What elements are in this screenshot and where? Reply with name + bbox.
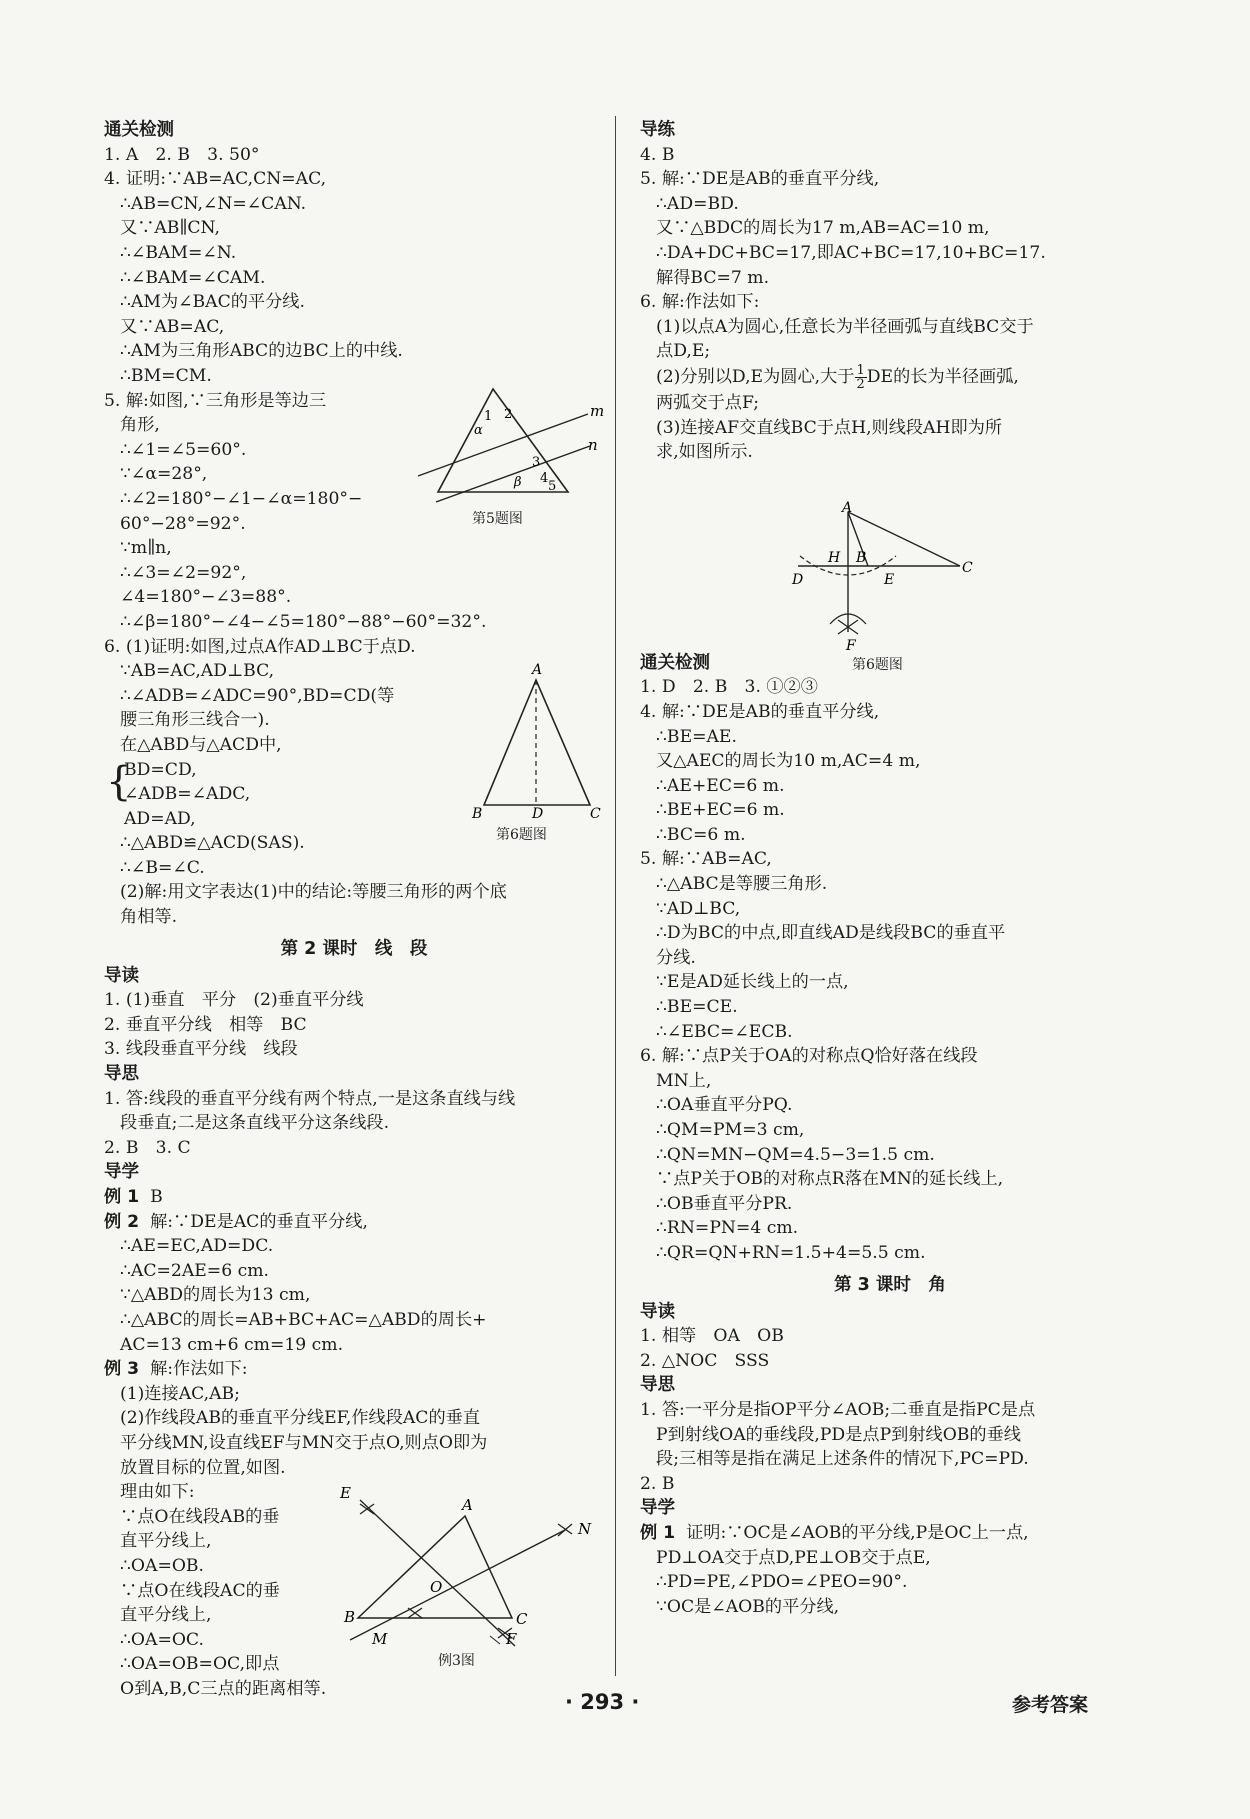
question-6-conclusion bbox=[104, 831, 604, 929]
text-line: (3)连接AF交直线BC于点H,则线段AH即为所 bbox=[656, 417, 1003, 438]
text-line: ∴∠β=180°−∠4−∠5=180°−88°−60°=32°. bbox=[120, 611, 487, 632]
text-line: 放置目标的位置,如图. bbox=[120, 1457, 286, 1478]
text-line: ∴AE=EC,AD=DC. bbox=[120, 1236, 274, 1257]
example-2-lines bbox=[104, 1234, 604, 1357]
text-line: AD=AD, bbox=[124, 808, 196, 829]
text-line: (2)解:用文字表达(1)中的结论:等腰三角形的两个底 bbox=[120, 882, 507, 903]
example-3-first: 例 3 解:作法如下: bbox=[104, 1359, 248, 1380]
text-line: ∴BE=AE. bbox=[656, 726, 737, 747]
heading-daoxue: 导学 bbox=[104, 1162, 139, 1183]
q6-step2: (2)分别以D,E为圆心,大于 $\frac{1}{2}$ DE的长为半径画弧, bbox=[656, 362, 1019, 392]
text-line: 3. 线段垂直平分线 线段 bbox=[104, 1039, 298, 1060]
text-line: 角形, bbox=[120, 415, 160, 436]
fig6-label-B: B bbox=[472, 806, 483, 822]
text-line: BD=CD, bbox=[124, 759, 197, 780]
text-line: ∴DA+DC+BC=17,即AC+BC=17,10+BC=17. bbox=[656, 242, 1046, 263]
text-line: ∴OB垂直平分PR. bbox=[656, 1193, 793, 1214]
text-line: ∵AB=AC,AD⊥BC, bbox=[120, 661, 275, 682]
column-divider bbox=[615, 116, 616, 1676]
text-line: ∵∠α=28°, bbox=[120, 464, 208, 485]
answer-block-a bbox=[104, 143, 604, 389]
example-1-right: 例 1 证明:∵OC是∠AOB的平分线,P是OC上一点, bbox=[640, 1522, 1029, 1543]
text-line: PD⊥OA交于点D,PE⊥OB交于点E, bbox=[656, 1547, 931, 1568]
text-line: ∴△ABD≌△ACD(SAS). bbox=[120, 833, 305, 854]
text-line: 又△AEC的周长为10 m,AC=4 m, bbox=[656, 751, 921, 772]
fig5-label-3: 3 bbox=[532, 455, 541, 470]
text-line: ∴△ABC的周长=AB+BC+AC=△ABD的周长+ bbox=[120, 1309, 487, 1330]
text-line: 平分线MN,设直线EF与MN交于点O,则点O即为 bbox=[120, 1432, 488, 1453]
text-line: ∵m∥n, bbox=[120, 538, 172, 559]
daosi-answers bbox=[104, 1087, 604, 1161]
text-line: 6. 解:∵点P关于OA的对称点Q恰好落在线段 bbox=[640, 1046, 978, 1067]
text-line: ∴QR=QN+RN=1.5+4=5.5 cm. bbox=[656, 1242, 926, 1263]
text-line: ∴∠EBC=∠ECB. bbox=[656, 1021, 793, 1042]
text-line: 段垂直;二是这条直线平分这条线段. bbox=[120, 1113, 390, 1134]
text-line: ∴∠3=∠2=92°, bbox=[120, 562, 247, 583]
text-line: ∵OC是∠AOB的平分线, bbox=[656, 1596, 840, 1617]
example-1: 例 1 B bbox=[104, 1187, 163, 1207]
text-line: ∴∠BAM=∠CAM. bbox=[120, 267, 266, 288]
lesson-3-title: 第 3 课时 角 bbox=[834, 1274, 946, 1295]
heading-daosi: 导思 bbox=[104, 1064, 139, 1085]
text-line: 5. 解:∵DE是AB的垂直平分线, bbox=[640, 169, 880, 190]
fraction-half: $\frac{1}{2}$ bbox=[856, 362, 865, 392]
fig5-label-n: n bbox=[588, 436, 598, 454]
text-line: 4. B bbox=[640, 144, 675, 165]
text-line: MN上, bbox=[656, 1070, 712, 1091]
tongguan-answers-right bbox=[640, 675, 1140, 1265]
text-line: 在△ABD与△ACD中, bbox=[120, 734, 282, 755]
text-line: 5. 解:如图,∵三角形是等边三 bbox=[104, 390, 327, 411]
daodu-answers-right bbox=[640, 1324, 1140, 1373]
text-line: 又∵AB=AC, bbox=[120, 316, 225, 337]
text-line: ∴BE=CE. bbox=[656, 997, 738, 1018]
figure-example3 bbox=[330, 1478, 610, 1648]
heading-daodu: 导读 bbox=[104, 965, 139, 986]
fig6-label-D: D bbox=[532, 806, 544, 822]
rfig6-label-H: H bbox=[828, 550, 841, 566]
fig5-label-beta: β bbox=[514, 475, 522, 490]
text-line: 1. 相等 OA OB bbox=[640, 1326, 784, 1347]
ex3-label-C: C bbox=[516, 1610, 528, 1628]
text-line: 分线. bbox=[656, 947, 696, 968]
text-line: 5. 解:∵AB=AC, bbox=[640, 849, 772, 870]
fig6-label-A: A bbox=[532, 662, 543, 678]
text-line: ∵△ABD的周长为13 cm, bbox=[120, 1285, 311, 1306]
text-line: 理由如下: bbox=[120, 1482, 195, 1503]
fig5-label-m: m bbox=[590, 402, 605, 420]
text-line: 1. A 2. B 3. 50° bbox=[104, 144, 260, 165]
text-line: 1. D 2. B 3. ①②③ bbox=[640, 677, 818, 698]
figure-q5-caption: 第5题图 bbox=[472, 511, 523, 527]
text-line: ∴BM=CM. bbox=[120, 365, 212, 386]
text-line: ∴AM为三角形ABC的边BC上的中线. bbox=[120, 341, 403, 362]
text-line: ∵点P关于OB的对称点R落在MN的延长线上, bbox=[656, 1169, 1004, 1190]
rfig6-label-B: B bbox=[856, 550, 867, 566]
text-line: 求,如图所示. bbox=[656, 442, 753, 463]
text-line: ∠4=180°−∠3=88°. bbox=[120, 587, 292, 608]
ex3-label-A: A bbox=[462, 1496, 473, 1514]
left-column bbox=[104, 118, 604, 1701]
figure-q6-right-caption: 第6题图 bbox=[852, 657, 903, 673]
text-line: 直平分线上, bbox=[120, 1605, 212, 1626]
text-line: ∴AB=CN,∠N=∠CAN. bbox=[120, 193, 307, 214]
daodu-answers bbox=[104, 988, 604, 1062]
figure-example3-caption: 例3图 bbox=[438, 1653, 475, 1669]
text-line: ∴OA=OC. bbox=[120, 1629, 204, 1650]
text-line: ∵点O在线段AC的垂 bbox=[120, 1580, 280, 1601]
text-line: ∴RN=PN=4 cm. bbox=[656, 1218, 799, 1239]
text-line: ∴∠BAM=∠N. bbox=[120, 242, 237, 263]
figure-q6-construction bbox=[790, 500, 980, 654]
text-line: 6. 解:作法如下: bbox=[640, 292, 760, 313]
text-line: 4. 解:∵DE是AB的垂直平分线, bbox=[640, 701, 880, 722]
right-column bbox=[640, 118, 1140, 1619]
rfig6-label-F: F bbox=[846, 638, 856, 654]
text-line: 1. 答:线段的垂直平分线有两个特点,一是这条直线与线 bbox=[104, 1088, 516, 1109]
text-line: ∴AC=2AE=6 cm. bbox=[120, 1260, 269, 1281]
ex3-label-M: M bbox=[372, 1630, 388, 1648]
ex3-label-O: O bbox=[430, 1578, 443, 1596]
rfig6-label-E: E bbox=[884, 572, 895, 588]
text-line: 两弧交于点F; bbox=[656, 392, 760, 413]
ex3-label-F: F bbox=[506, 1630, 517, 1648]
text-line: ∴∠2=180°−∠1−∠α=180°− bbox=[120, 488, 363, 509]
left-brace: { bbox=[106, 758, 132, 805]
text-line: 2. 垂直平分线 相等 BC bbox=[104, 1014, 307, 1035]
daolian-answers bbox=[640, 143, 1140, 364]
heading-daolian: 导练 bbox=[640, 120, 675, 140]
fig5-label-2: 2 bbox=[504, 407, 513, 422]
text-line: 角相等. bbox=[120, 907, 178, 928]
heading-tongguan-right: 通关检测 bbox=[640, 652, 710, 673]
text-line: (2)作线段AB的垂直平分线EF,作线段AC的垂直 bbox=[120, 1408, 481, 1429]
page-number: · 293 · bbox=[565, 1690, 640, 1714]
figure-q5-triangle bbox=[418, 384, 605, 504]
text-line: 4. 证明:∵AB=AC,CN=AC, bbox=[104, 169, 327, 190]
text-line: (1)以点A为圆心,任意长为半径画弧与直线BC交于 bbox=[656, 316, 1034, 337]
rfig6-label-D: D bbox=[792, 572, 804, 588]
text-line: 直平分线上, bbox=[120, 1531, 212, 1552]
heading-daodu-right: 导读 bbox=[640, 1301, 675, 1322]
text-line: ∴OA垂直平分PQ. bbox=[656, 1095, 793, 1116]
text-line: 60°−28°=92°. bbox=[120, 513, 246, 534]
text-line: 解得BC=7 m. bbox=[656, 267, 770, 288]
heading-daosi-right: 导思 bbox=[640, 1375, 675, 1396]
figure-q6-isosceles bbox=[472, 660, 602, 820]
text-line: ∴QM=PM=3 cm, bbox=[656, 1120, 805, 1140]
text-line: 6. (1)证明:如图,过点A作AD⊥BC于点D. bbox=[104, 636, 416, 657]
text-line: ∴△ABC是等腰三角形. bbox=[656, 874, 828, 895]
text-line: ∴AM为∠BAC的平分线. bbox=[120, 292, 305, 313]
text-line: ∵AD⊥BC, bbox=[656, 898, 741, 919]
fig5-label-5: 5 bbox=[548, 479, 557, 494]
text-line: 1. 答:一平分是指OP平分∠AOB;二垂直是指PC是点 bbox=[640, 1399, 1036, 1420]
text-line: ∴∠B=∠C. bbox=[120, 857, 205, 878]
text-line: ∴OA=OB. bbox=[120, 1555, 205, 1576]
example-3-lines bbox=[104, 1382, 604, 1480]
ex3-label-B: B bbox=[344, 1608, 356, 1626]
heading-daoxue-right: 导学 bbox=[640, 1498, 675, 1519]
text-line: ∵E是AD延长线上的一点, bbox=[656, 972, 849, 993]
text-line: ∠ADB=∠ADC, bbox=[124, 784, 251, 805]
rfig6-label-C: C bbox=[962, 560, 973, 576]
text-line: 又∵△BDC的周长为17 m,AB=AC=10 m, bbox=[656, 218, 990, 239]
text-line: 点D,E; bbox=[656, 341, 711, 362]
example-2-first: 例 2 解:∵DE是AC的垂直平分线, bbox=[104, 1211, 368, 1232]
example-1-right-lines bbox=[640, 1546, 1140, 1620]
text-line: ∴BE+EC=6 m. bbox=[656, 800, 785, 821]
ex3-label-E: E bbox=[340, 1484, 351, 1502]
text-line: 1. (1)垂直 平分 (2)垂直平分线 bbox=[104, 990, 364, 1011]
text-line: ∴QN=MN−QM=4.5−3=1.5 cm. bbox=[656, 1144, 935, 1165]
q6-steps-rest bbox=[640, 391, 1140, 465]
fig5-label-alpha: α bbox=[474, 423, 483, 438]
text-line: ∴PD=PE,∠PDO=∠PEO=90°. bbox=[656, 1572, 908, 1593]
text-line: ∴AE+EC=6 m. bbox=[656, 775, 785, 796]
text-line: ∵点O在线段AB的垂 bbox=[120, 1506, 280, 1527]
section-heading-tongguan: 通关检测 bbox=[104, 120, 174, 140]
text-line: AC=13 cm+6 cm=19 cm. bbox=[120, 1334, 344, 1355]
text-line: ∴AD=BD. bbox=[656, 193, 739, 214]
text-line: ∴OA=OB=OC,即点 bbox=[120, 1654, 280, 1675]
text-line: (1)连接AC,AB; bbox=[120, 1383, 240, 1404]
text-line: ∴∠ADB=∠ADC=90°,BD=CD(等 bbox=[120, 685, 395, 706]
text-line: O到A,B,C三点的距离相等. bbox=[120, 1678, 327, 1699]
rfig6-label-A: A bbox=[842, 500, 853, 516]
text-line: 腰三角形三线合一). bbox=[120, 710, 270, 731]
fig5-label-1: 1 bbox=[484, 409, 493, 424]
text-line: 2. B bbox=[640, 1473, 675, 1494]
text-line: P到射线OA的垂线段,PD是点P到射线OB的垂线 bbox=[656, 1424, 1021, 1445]
figure-q6-caption: 第6题图 bbox=[496, 827, 547, 843]
fig6-label-C: C bbox=[590, 806, 601, 822]
text-line: 2. △NOC SSS bbox=[640, 1350, 770, 1371]
text-line: ∴D为BC的中点,即直线AD是线段BC的垂直平 bbox=[656, 923, 1006, 944]
daosi-answers-right bbox=[640, 1398, 1140, 1496]
ex3-label-N: N bbox=[578, 1520, 592, 1538]
text-line: 又∵AB∥CN, bbox=[120, 218, 220, 239]
text-line: ∴∠1=∠5=60°. bbox=[120, 439, 247, 460]
lesson-2-title: 第 2 课时 线 段 bbox=[280, 938, 428, 959]
text-line: ∴BC=6 m. bbox=[656, 824, 746, 845]
text-line: 段;三相等是指在满足上述条件的情况下,PC=PD. bbox=[656, 1449, 1029, 1470]
text-line: 2. B 3. C bbox=[104, 1137, 191, 1158]
footer-label: 参考答案 bbox=[1012, 1694, 1089, 1716]
fig5-label-4: 4 bbox=[540, 471, 549, 486]
